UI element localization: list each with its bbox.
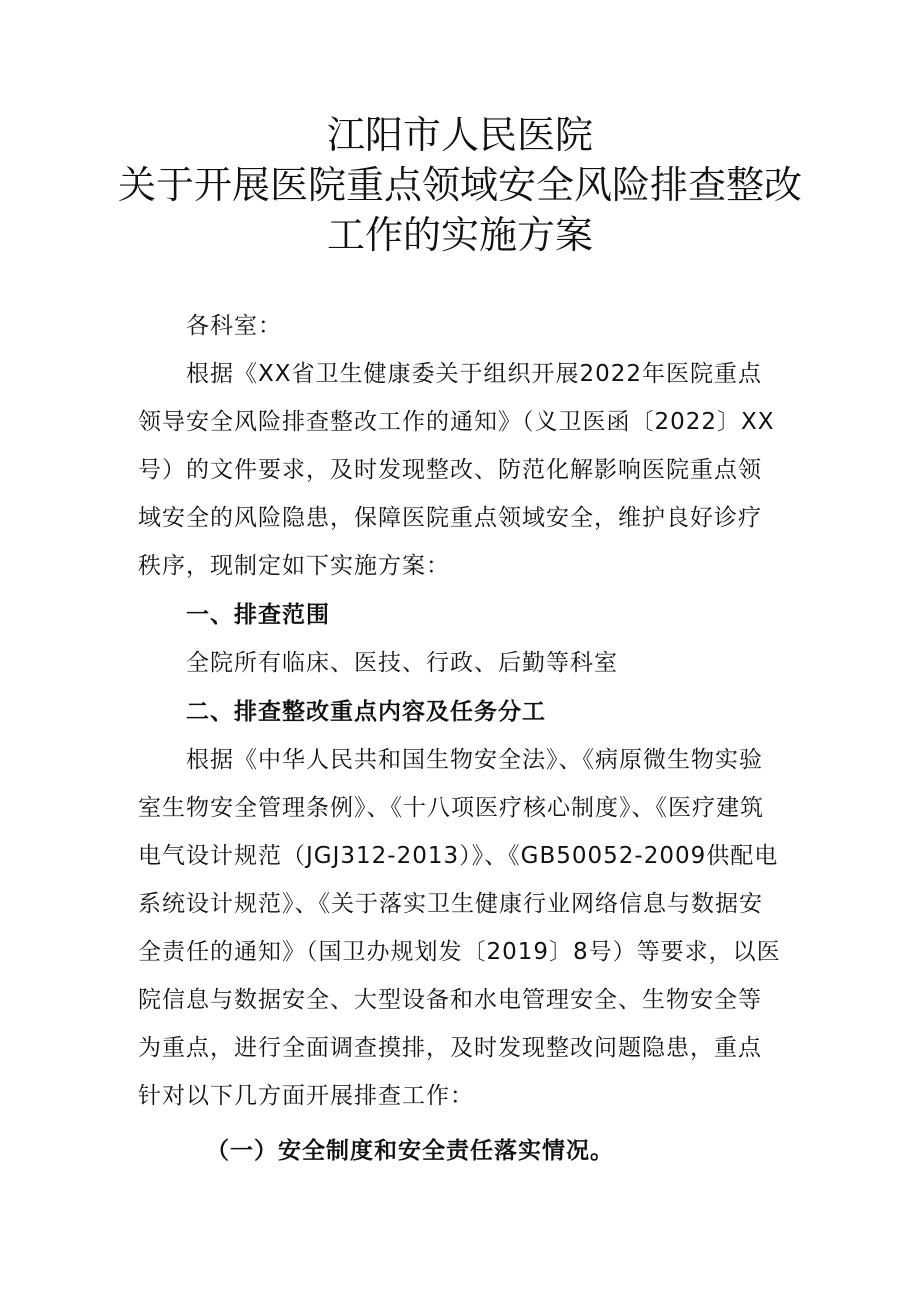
document-title	[0, 110, 920, 260]
intro-paragraph: 根据《XX省卫生健康委关于组织开展2022年医院重点领导安全风险排查整改工作的通知》（义卫医函〔2022〕XX号）的文件要求，及时发现整改、防范化解影响医院重点领域安全的风险隐患，保障医院重点领域安全，维护良好诊疗秩序，现制定如下实施方案：	[138, 361, 775, 579]
salutation: 各科室：	[186, 313, 282, 339]
section-2-heading: 二、排查整改重点内容及任务分工	[186, 699, 546, 725]
section-2-subheading-1: （一）安全制度和安全责任落实情况。	[206, 1138, 614, 1164]
section-2-paragraph: 根据《中华人民共和国生物安全法》、《病原微生物实验室生物安全管理条例》、《十八项医疗核心制度》、《医疗建筑电气设计规范（JGJ312-2013）》、《GB50052-2009供配电系统设计规范》、《关于落实卫生健康行业网络信息与数据安全责任的通知》（国卫办规划发〔2019〕8号）等要求，以医院信息与数据安全、大型设备和水电管理安全、生物安全等为重点，进行全面调查摸排，及时发现整改问题隐患，重点针对以下几方面开展排查工作：	[138, 747, 781, 1109]
section-1-heading: 一、排查范围	[186, 602, 330, 628]
section-1-content: 全院所有临床、医技、行政、后勤等科室	[186, 650, 618, 676]
intro-paragraph-block	[138, 350, 784, 590]
section-2-paragraph-block	[138, 736, 784, 1120]
title-line-plan: 工作的实施方案	[326, 213, 593, 257]
title-line-subject: 关于开展医院重点领域安全风险排查整改	[117, 163, 802, 207]
title-line-hospital: 江阳市人民医院	[326, 113, 593, 157]
